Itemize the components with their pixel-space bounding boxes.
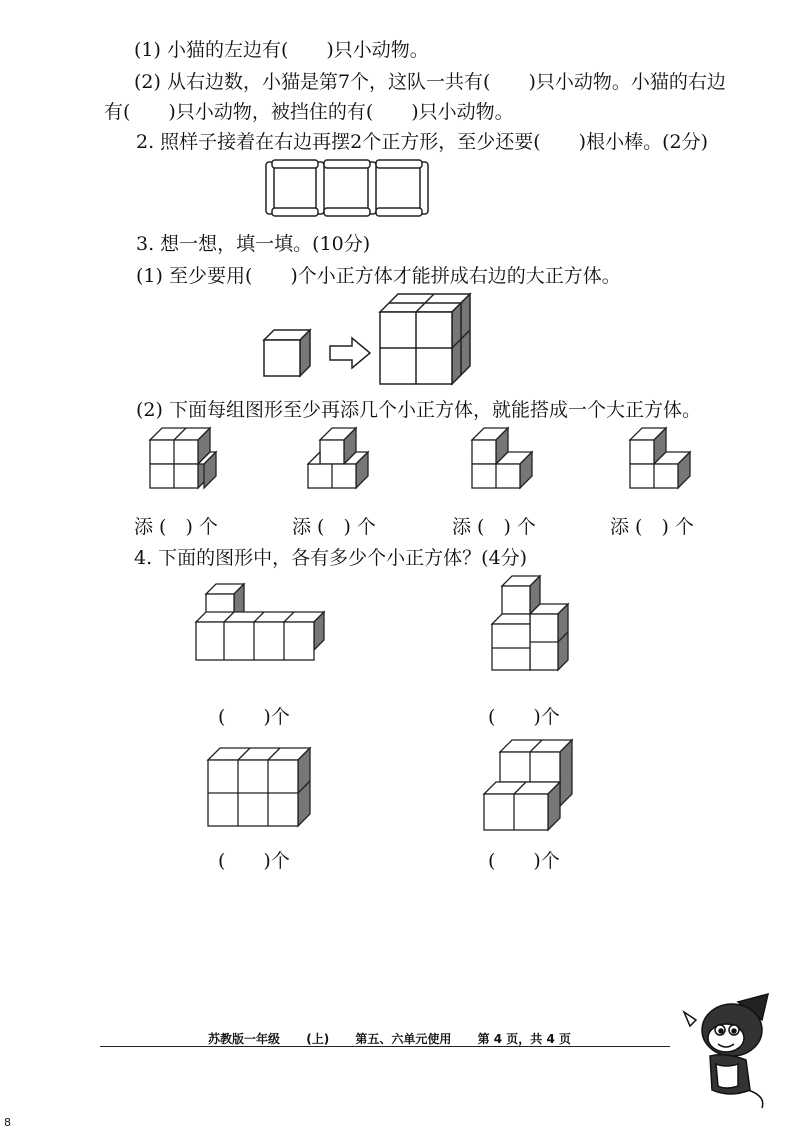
- footer-unit: 第五、六单元使用: [355, 1032, 452, 1046]
- large-cube-figure: [380, 294, 480, 394]
- q3-title: 3. 想一想，填一填。(10分): [136, 233, 371, 255]
- footer-page: 第 4 页，共 4 页: [477, 1032, 571, 1046]
- q1-part1: (1) 小猫的左边有( )只小动物。: [134, 39, 429, 61]
- q4-title: 4. 下面的图形中，各有多少个小正方体？(4分): [134, 547, 528, 569]
- q2-text: 2. 照样子接着在右边再摆2个正方形，至少还要( )根小棒。(2分): [136, 131, 708, 153]
- q3-blank-2: 添 ( ) 个: [292, 516, 376, 538]
- q4-answer-a: ( )个: [218, 706, 290, 728]
- cube-group-3: [472, 428, 552, 498]
- q3-blank-4: 添 ( ) 个: [610, 516, 694, 538]
- footer-rule: [100, 1046, 670, 1047]
- q1-part2-line1: (2) 从右边数，小猫是第7个，这队一共有( )只小动物。小猫的右边: [134, 71, 726, 93]
- cube-group-2: [308, 428, 388, 498]
- cube-figure-b: [492, 574, 592, 684]
- q3-blank-1: 添 ( ) 个: [134, 516, 218, 538]
- q3-part1: (1) 至少要用( )个小正方体才能拼成右边的大正方体。: [136, 265, 621, 287]
- q3-blank-3: 添 ( ) 个: [452, 516, 536, 538]
- cube-figure-d: [484, 740, 594, 840]
- q3-part2: (2) 下面每组图形至少再添几个小正方体，就能搭成一个大正方体。: [136, 399, 701, 421]
- page-number: 8: [4, 1116, 11, 1129]
- q4-answer-c: ( )个: [218, 850, 290, 872]
- q4-answer-b: ( )个: [488, 706, 560, 728]
- arrow-right-icon: [330, 338, 374, 368]
- cube-figure-a: [196, 582, 346, 672]
- matchstick-squares-figure: [264, 158, 434, 218]
- cube-group-1: [150, 428, 230, 498]
- page-footer: [208, 1030, 593, 1047]
- small-cube-figure: [264, 330, 314, 380]
- q4-answer-d: ( )个: [488, 850, 560, 872]
- footer-edition: 苏教版一年级: [208, 1032, 281, 1046]
- cartoon-cat-mascot: [676, 990, 776, 1110]
- q1-part2-line2: 有( )只小动物，被挡住的有( )只小动物。: [104, 101, 514, 123]
- cube-group-4: [630, 428, 710, 498]
- footer-term: (上): [306, 1032, 330, 1046]
- cube-figure-c: [208, 748, 318, 838]
